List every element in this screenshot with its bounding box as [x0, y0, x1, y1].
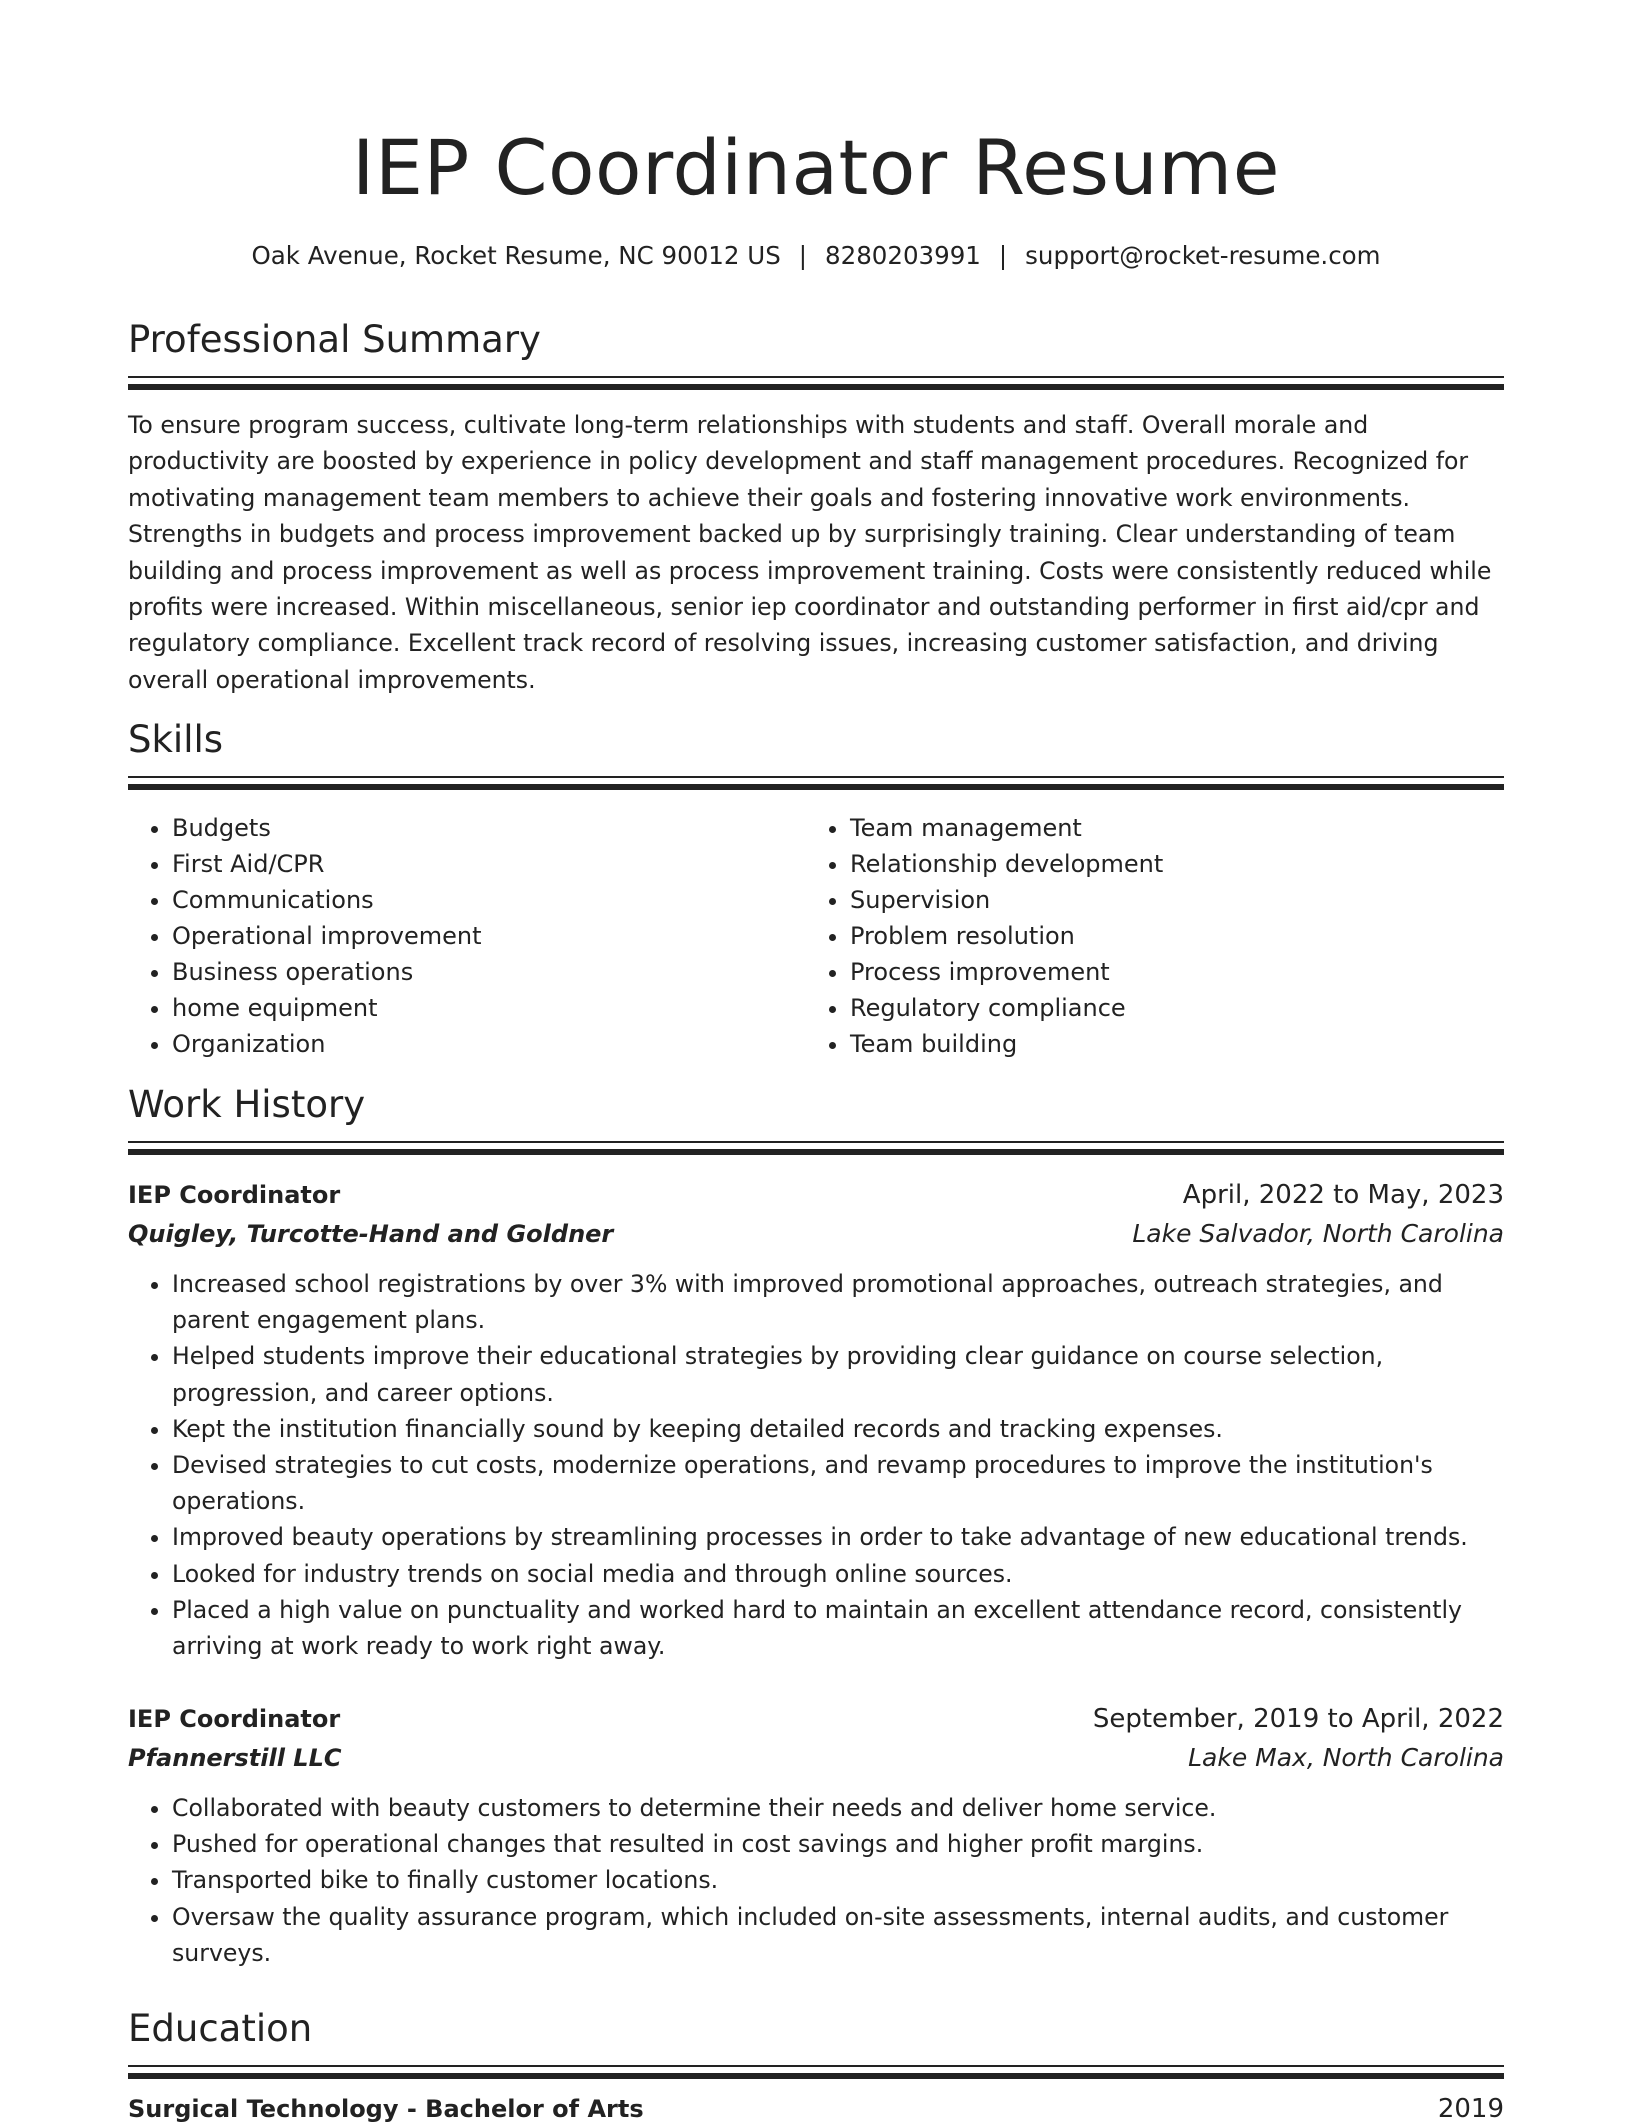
skill-item: • Organization — [172, 1026, 806, 1062]
work-heading: Work History — [128, 1083, 366, 1126]
job-location: Lake Salvador, North Carolina — [1132, 1219, 1504, 1248]
job-header-row — [128, 1700, 1504, 1738]
job-bullets — [128, 1790, 1504, 1971]
skill-item: • Supervision — [850, 882, 1484, 918]
job-bullet: • Helped students improve their educational strategies by providing clear guidance on course selection, progression, and career options. — [172, 1338, 1504, 1410]
job-header-row — [128, 1176, 1504, 1214]
job-bullets — [128, 1266, 1504, 1664]
summary-heading: Professional Summary — [128, 318, 541, 361]
skills-heading: Skills — [128, 718, 224, 761]
job-dates: April, 2022 to May, 2023 — [1182, 1180, 1504, 1210]
skill-item: • Relationship development — [850, 846, 1484, 882]
contact-address: Oak Avenue, Rocket Resume, NC 90012 US — [251, 241, 781, 270]
job-bullet: • Improved beauty operations by streamlining processes in order to take advantage of new educational trends. — [172, 1519, 1504, 1555]
section-divider — [128, 1141, 1504, 1156]
education-heading: Education — [128, 2007, 313, 2050]
job-bullet: • Placed a high value on punctuality and worked hard to maintain an excellent attendance record, consistently arriving at work ready to work right away. — [172, 1592, 1504, 1664]
skills-section-header — [128, 716, 1504, 791]
job-company: Quigley, Turcotte-Hand and Goldner — [128, 1220, 614, 1248]
skills-column-right — [806, 810, 1484, 1062]
job-company-row — [128, 1738, 1504, 1778]
skills-column-left — [128, 810, 806, 1062]
job-location: Lake Max, North Carolina — [1188, 1743, 1504, 1772]
job-bullet: • Kept the institution financially sound by keeping detailed records and tracking expenses. — [172, 1411, 1504, 1447]
section-divider — [128, 2065, 1504, 2080]
job-bullet: • Pushed for operational changes that resulted in cost savings and higher profit margins. — [172, 1826, 1504, 1862]
education-degree: Surgical Technology - Bachelor of Arts — [128, 2095, 644, 2123]
job-bullet: • Devised strategies to cut costs, modernize operations, and revamp procedures to improve the institution's operations. — [172, 1447, 1504, 1519]
contact-phone: 8280203991 — [825, 241, 981, 270]
skill-item: • Problem resolution — [850, 918, 1484, 954]
work-section-header — [128, 1081, 1504, 1156]
education-entry — [128, 2090, 1504, 2128]
job-dates: September, 2019 to April, 2022 — [1092, 1704, 1504, 1734]
skill-item: • Budgets — [172, 810, 806, 846]
contact-separator: | — [798, 241, 808, 270]
section-divider — [128, 376, 1504, 391]
job-company: Pfannerstill LLC — [128, 1744, 342, 1772]
skill-item: • Operational improvement — [172, 918, 806, 954]
skill-item: • First Aid/CPR — [172, 846, 806, 882]
education-year: 2019 — [1437, 2094, 1504, 2124]
page-title: IEP Coordinator Resume — [352, 123, 1280, 212]
job-bullet: • Increased school registrations by over 3% with improved promotional approaches, outreach strategies, and parent engagement plans. — [172, 1266, 1504, 1338]
job-title: IEP Coordinator — [128, 1705, 341, 1733]
job-entry — [128, 1176, 1504, 1664]
summary-text: To ensure program success, cultivate long-term relationships with students and staff. Overall morale and productivity are boosted by experience in policy development and staff management procedures. Recognized for motivating management team members to achieve their goals and fostering innovative work environments. Strengths in budgets and process improvement backed up by surprisingly training. Clear understanding of team building and process improvement as well as process improvement training. Costs were consistently reduced while profits were increased. Within miscellaneous, senior iep coordinator and outstanding performer in first aid/cpr and regulatory compliance. Excellent track record of resolving issues, increasing customer satisfaction, and driving overall operational improvements. — [128, 411, 1492, 694]
summary-section-header — [128, 316, 1504, 391]
skill-item: • Team management — [850, 810, 1484, 846]
job-bullet: • Oversaw the quality assurance program, which included on-site assessments, internal audits, and customer surveys. — [172, 1899, 1504, 1971]
job-title: IEP Coordinator — [128, 1181, 341, 1209]
section-divider — [128, 776, 1504, 791]
job-company-row — [128, 1214, 1504, 1254]
contact-separator: | — [998, 241, 1008, 270]
job-bullet: • Transported bike to finally customer locations. — [172, 1862, 1504, 1898]
contact-email[interactable]: support@rocket-resume.com — [1025, 241, 1381, 270]
contact-line — [0, 239, 1632, 273]
job-bullet: • Collaborated with beauty customers to determine their needs and deliver home service. — [172, 1790, 1504, 1826]
skill-item: • Team building — [850, 1026, 1484, 1062]
skill-item: • Regulatory compliance — [850, 990, 1484, 1026]
skill-item: • Business operations — [172, 954, 806, 990]
skill-item: • Communications — [172, 882, 806, 918]
skill-item: • Process improvement — [850, 954, 1484, 990]
skills-list — [128, 810, 1504, 1062]
job-bullet: • Looked for industry trends on social media and through online sources. — [172, 1556, 1504, 1592]
skill-item: • home equipment — [172, 990, 806, 1026]
education-section-header — [128, 2005, 1504, 2080]
job-entry — [128, 1700, 1504, 1971]
